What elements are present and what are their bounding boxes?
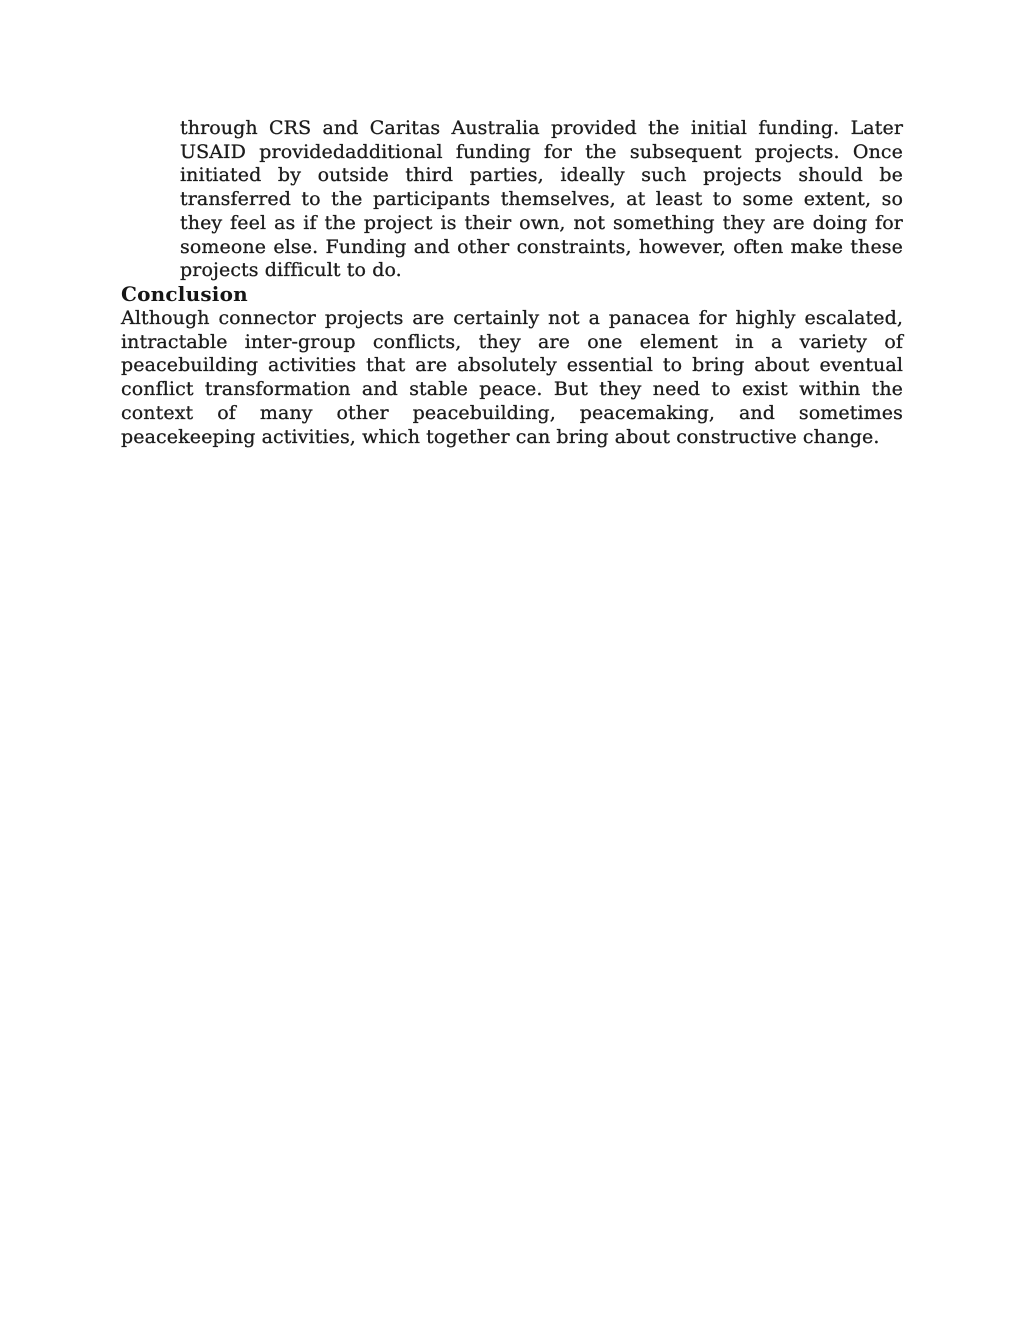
conclusion-paragraph: Although connector projects are certainly not a panacea for highly escalated, intractable inter-group conflicts, they are one element in a variety of peacebuilding activities that are absolutely essential to bring about eventual conflict transformation and stable peace. But they need to exist within the context of many other peacebuilding, peacemaking, and sometimes peacekeeping activities, which together can bring about constructive change. (121, 307, 903, 448)
conclusion-heading: Conclusion (121, 282, 248, 306)
continuation-paragraph: through CRS and Caritas Australia provided the initial funding. Later USAID providedadditional funding for the subsequent projects. Once initiated by outside third parties, ideally such projects should be transferred to the participants themselves, at least to some extent, so they feel as if the project is their own, not something they are doing for someone else. Funding and other constraints, however, often make these projects difficult to do. (180, 117, 903, 282)
